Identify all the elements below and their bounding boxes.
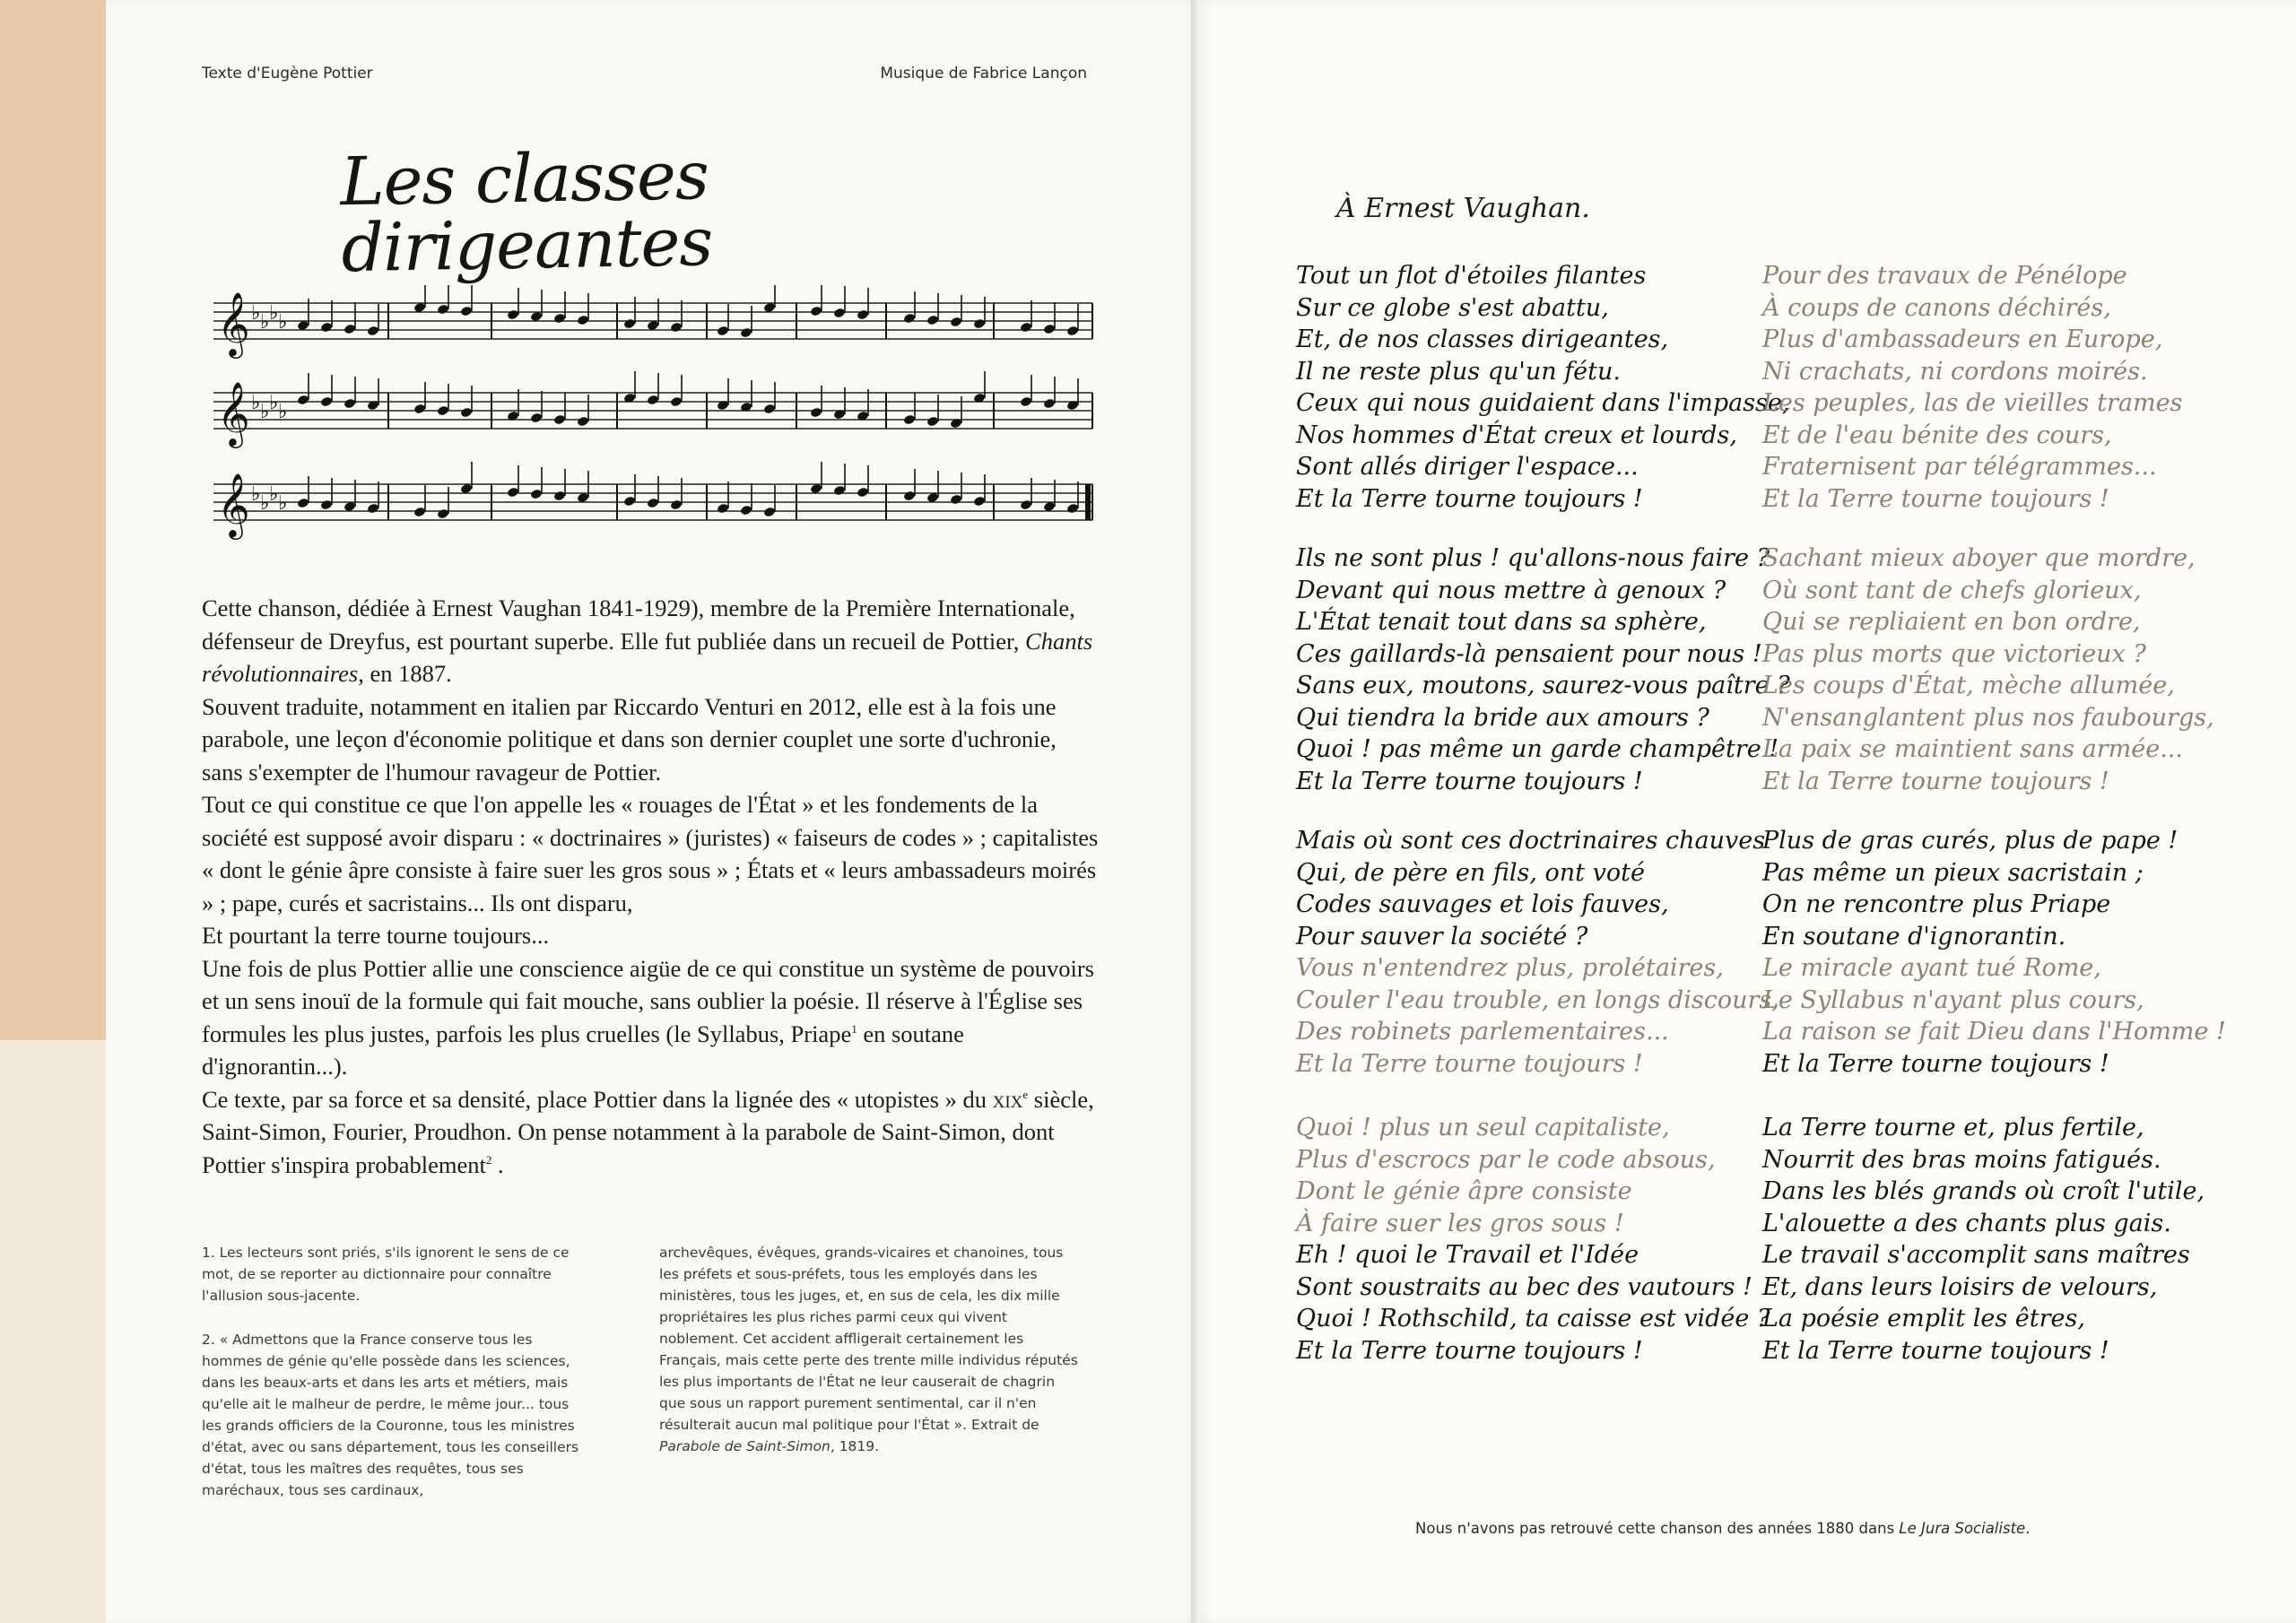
note-head xyxy=(507,309,519,321)
bottom-note-end: . xyxy=(2025,1520,2031,1537)
poem-line: Quoi ! pas même un garde champêtre ! xyxy=(1296,735,1779,763)
note-head xyxy=(577,315,589,326)
footnote-ref-2[interactable]: 2 xyxy=(485,1152,492,1167)
intro-text-run: Une fois de plus Pottier allie une conscience aigüe de ce qui constitue un système de pouvoirs et un sens inouï de la formule qui fait mouche, sans oublier la poésie. Il réserve à l'Église ses formules les plus justes, parfois les plus cruelles (le Syllabus, Priape xyxy=(202,954,1094,1047)
note-head xyxy=(623,496,636,508)
poem-line: Plus de gras curés, plus de pape ! xyxy=(1762,827,2179,855)
intro-text xyxy=(202,592,1103,1181)
poem-line: Nourrit des bras moins fatigués. xyxy=(1762,1145,2161,1174)
note-head xyxy=(926,416,939,428)
note-head xyxy=(717,503,729,515)
flat-sign-icon: ♭ xyxy=(269,302,279,325)
note-head xyxy=(320,499,333,511)
note-head xyxy=(903,414,916,426)
poem-line: Ni crachats, ni cordons moirés. xyxy=(1762,357,2148,386)
poem-line: Sachant mieux aboyer que mordre, xyxy=(1762,544,2196,572)
dedication: À Ernest Vaughan. xyxy=(1336,193,1590,224)
footnotes-column-1 xyxy=(202,1242,587,1523)
poem-line: Quoi ! plus un seul capitaliste, xyxy=(1296,1114,1670,1141)
book-title: Chants révolutionnaires xyxy=(202,627,1093,687)
intro-paragraph: Souvent traduite, notamment en italien par Riccardo Venturi en 2012, elle est à la fois une parabole, une leçon d'économie politique et dans son dernier couplet une sorte d'uchronie, sans s'exempter de l'humour ravageur de Pottier. xyxy=(202,692,1057,785)
intro-text-run: . xyxy=(491,1150,504,1178)
note-head xyxy=(553,313,566,325)
century-suffix: e xyxy=(1022,1087,1029,1101)
note-head xyxy=(460,407,473,419)
intro-paragraph xyxy=(202,592,1103,690)
book-edge xyxy=(0,0,108,1623)
intro-paragraph xyxy=(202,1083,1103,1182)
poem-line: Le Syllabus n'ayant plus cours, xyxy=(1762,985,2144,1014)
poem-line: Et la Terre tourne toujours ! xyxy=(1762,1049,2109,1078)
century-numeral: xix xyxy=(992,1085,1023,1113)
footnote-2-start: 2. « Admettons que la France conserve tous les hommes de génie qu'elle possède dans les sciences, dans les beaux-arts et dans les arts et métiers, mais qu'elle ait le malheur de perdre, le même jour... tous les grands officiers de la Couronne, tous les ministres d'état, avec ou sans département, tous les conseillers d'état, tous les maîtres des requêtes, tous ses maréchaux, tous ses cardinaux, xyxy=(202,1332,579,1498)
intro-text-run: , en 1887. xyxy=(358,660,452,687)
intro-paragraph xyxy=(202,952,1103,1083)
flat-sign-icon: ♭ xyxy=(260,401,270,423)
note-head xyxy=(810,407,822,419)
flat-sign-icon: ♭ xyxy=(278,401,288,423)
poem-line: Plus d'ambassadeurs en Europe, xyxy=(1762,325,2163,353)
poem-line: Nos hommes d'État creux et lourds, xyxy=(1296,421,1737,449)
treble-clef-icon: 𝄞 xyxy=(217,472,250,537)
note-head xyxy=(460,306,473,317)
note-head xyxy=(670,322,683,334)
flat-sign-icon: ♭ xyxy=(278,311,288,334)
intro-text-run: Ce texte, par sa force et sa densité, place Pottier dans la lignée des « utopistes » du xyxy=(202,1085,993,1113)
poem-line: Pas plus morts que victorieux ? xyxy=(1762,639,2146,668)
poem-line: Et la Terre tourne toujours ! xyxy=(1296,1336,1643,1365)
poem-line: Et la Terre tourne toujours ! xyxy=(1762,484,2109,513)
poem-line: Et la Terre tourne toujours ! xyxy=(1762,767,2109,795)
music-credit: Musique de Fabrice Lançon xyxy=(880,65,1087,82)
flat-sign-icon: ♭ xyxy=(251,302,261,325)
poem-line: Fraternisent par télégrammes... xyxy=(1762,453,2157,481)
page-gutter xyxy=(1191,0,1200,1623)
poem-line: Et la Terre tourne toujours ! xyxy=(1296,767,1643,795)
poem-line: Pour des travaux de Pénélope xyxy=(1762,262,2127,290)
note-head xyxy=(1066,503,1079,515)
poem-line: Vous n'entendrez plus, prolétaires, xyxy=(1296,954,1724,982)
note-head xyxy=(553,490,566,502)
poem-line: Pas même un pieux sacristain ; xyxy=(1762,858,2144,887)
book-edge-fold xyxy=(0,1040,108,1623)
note-head xyxy=(1020,322,1032,334)
poem-line: Sont allés diriger l'espace... xyxy=(1296,453,1639,481)
text-credit: Texte d'Eugène Pottier xyxy=(202,65,373,82)
footnotes-column-2 xyxy=(659,1242,1081,1480)
stanza-6 xyxy=(1762,825,2226,1080)
note-head xyxy=(1043,398,1056,410)
flat-sign-icon: ♭ xyxy=(251,483,261,506)
note-head xyxy=(833,308,846,319)
poem-line: Sur ce globe s'est abattu, xyxy=(1296,293,1609,322)
poem-line: En soutane d'ignorantin. xyxy=(1762,922,2066,950)
poem-line: Ceux qui nous guidaient dans l'impasse, xyxy=(1296,389,1790,417)
poem-line: Et, dans leurs loisirs de velours, xyxy=(1762,1272,2158,1301)
poem-line: Couler l'eau trouble, en longs discours, xyxy=(1296,985,1779,1014)
note-head xyxy=(507,487,519,499)
note-head xyxy=(647,498,659,509)
poem-line: Ces gaillards-là pensaient pour nous ! xyxy=(1296,639,1762,668)
poem-line: Et de l'eau bénite des cours, xyxy=(1762,421,2112,449)
note-head xyxy=(553,414,566,426)
poem-line: Tout un flot d'étoiles filantes xyxy=(1296,262,1647,290)
note-head xyxy=(1043,324,1056,335)
flat-sign-icon: ♭ xyxy=(260,492,270,515)
note-head xyxy=(413,507,426,518)
poem-line: Le miracle ayant tué Rome, xyxy=(1762,954,2101,982)
note-head xyxy=(320,396,333,408)
poem-line: Et la Terre tourne toujours ! xyxy=(1296,1049,1643,1078)
poem-line: L'État tenait tout dans sa sphère, xyxy=(1296,608,1707,636)
poem-line: Sont soustraits au bec des vautours ! xyxy=(1296,1272,1752,1301)
footnote-ref-1[interactable]: 1 xyxy=(851,1021,857,1036)
flat-sign-icon: ♭ xyxy=(269,392,279,414)
music-staves xyxy=(204,285,1101,554)
poem-line: Devant qui nous mettre à genoux ? xyxy=(1296,576,1726,604)
note-head xyxy=(1066,325,1079,337)
poem-line: La Terre tourne et, plus fertile, xyxy=(1762,1114,2144,1141)
poem-line: Qui tiendra la bride aux amours ? xyxy=(1296,703,1709,732)
note-head xyxy=(320,322,333,334)
note-head xyxy=(763,404,776,415)
note-head xyxy=(577,416,589,428)
flat-sign-icon: ♭ xyxy=(278,492,288,515)
footnote-text-run: archevêques, évêques, grands-vicaires et chanoines, tous les préfets et sous-préfets, tous les employés dans les ministères, tous les juges, et, en sus de cela, les dix mille propriétaires les plus riches parmi ceux qui vivent noblement. Cet accident affligerait certainement les Français, mais cette perte des trente mille individus réputés les plus importants de l'État ne leur causerait de chagrin que sous un rapport purement sentimental, car il n'en résulterait aucun mal politique pour l'État ». Extrait de xyxy=(659,1245,1078,1433)
poem-line: Les peuples, las de vieilles trames xyxy=(1762,389,2183,417)
note-head xyxy=(670,396,683,408)
note-head xyxy=(344,398,356,410)
note-head xyxy=(763,507,776,518)
flat-sign-icon: ♭ xyxy=(251,392,261,414)
note-head xyxy=(740,505,752,516)
intro-text-run: siècle, Saint-Simon, Fourier, Proudhon. On pense notamment à la parabole de Saint-Simon, dont Pottier s'inspira probablement xyxy=(202,1085,1094,1178)
intro-text-run: Cette chanson, dédiée à Ernest Vaughan 1841-1929), membre de la Première Internationale, défenseur de Dreyfus, est pourtant superbe. Elle fut publiée dans un recueil de Pottier, xyxy=(202,595,1075,655)
poem-line: Codes sauvages et lois fauves, xyxy=(1296,890,1669,918)
footnote-1: 1. Les lecteurs sont priés, s'ils ignorent le sens de ce mot, de se reporter au dictionnaire pour connaître l'allusion sous-jacente. xyxy=(202,1245,570,1304)
poem-line: Sans eux, moutons, saurez-vous paître ? xyxy=(1296,672,1790,699)
stanza-1 xyxy=(1296,260,1789,515)
poem-line: Pour sauver la société ? xyxy=(1296,922,1588,950)
poem-line: On ne rencontre plus Priape xyxy=(1762,890,2111,918)
poem-line: Eh ! quoi le Travail et l'Idée xyxy=(1296,1241,1639,1269)
poem-line: À coups de canons déchirés, xyxy=(1762,293,2111,322)
poem-line: Et la Terre tourne toujours ! xyxy=(1762,1336,2109,1365)
note-head xyxy=(367,325,379,337)
final-bar-line xyxy=(1085,484,1091,520)
note-head xyxy=(740,327,752,339)
note-head xyxy=(810,306,822,317)
poem-line: Quoi ! Rothschild, ta caisse est vidée ? xyxy=(1296,1305,1770,1332)
intro-text-run: en soutane d'ignorantin...). xyxy=(202,1020,964,1080)
note-head xyxy=(437,405,449,417)
note-head xyxy=(647,395,659,406)
note-head xyxy=(530,489,543,500)
note-head xyxy=(530,412,543,424)
note-head xyxy=(903,490,916,502)
music-score xyxy=(204,285,1101,554)
poem-line: Dans les blés grands où croît l'utile, xyxy=(1762,1177,2205,1205)
song-title: Les classes dirigeantes xyxy=(339,137,713,288)
stanza-7 xyxy=(1296,1112,1770,1367)
intro-paragraph: Tout ce qui constitue ce que l'on appelle les « rouages de l'État » et les fondements de la société est supposé avoir disparu : « doctrinaires » (juristes) « faiseurs de codes » ; capitalistes « dont le génie âpre consiste à faire suer les gros sous » ; États et « leurs ambassadeurs moirés » ; pape, curés et sacristains... Ils ont disparu, xyxy=(202,791,1099,916)
poem-line: À faire suer les gros sous ! xyxy=(1296,1209,1624,1237)
note-head xyxy=(857,309,869,321)
note-head xyxy=(670,499,683,511)
note-head xyxy=(297,395,309,406)
poem-line: Les coups d'État, mèche allumée, xyxy=(1762,672,2175,699)
poem-line: Dont le génie âpre consiste xyxy=(1296,1177,1632,1205)
poem-line: Il ne reste plus qu'un fétu. xyxy=(1296,357,1621,386)
note-head xyxy=(413,404,426,415)
note-head xyxy=(437,304,449,316)
note-head xyxy=(973,496,986,508)
bottom-note-text: Nous n'avons pas retrouvé cette chanson des années 1880 dans xyxy=(1415,1520,1900,1537)
note-head xyxy=(973,318,986,330)
footnote-source: Parabole de Saint-Simon xyxy=(659,1438,831,1454)
poem-line: La raison se fait Dieu dans l'Homme ! xyxy=(1762,1018,2226,1046)
bottom-note xyxy=(1415,1520,2030,1537)
right-page xyxy=(1196,0,2296,1623)
footnote-2-end xyxy=(659,1242,1081,1457)
note-head xyxy=(437,508,449,520)
poem-line: Où sont tant de chefs glorieux, xyxy=(1762,576,2142,604)
poem-line: Ils ne sont plus ! qu'allons-nous faire ? xyxy=(1296,544,1770,572)
poem-line: Et la Terre tourne toujours ! xyxy=(1296,484,1643,513)
note-head xyxy=(367,503,379,515)
flat-sign-icon: ♭ xyxy=(260,311,270,334)
note-head xyxy=(926,315,939,326)
note-head xyxy=(623,318,636,330)
note-head xyxy=(717,325,729,337)
poem-line: Qui, de père en fils, ont voté xyxy=(1296,858,1645,887)
note-head xyxy=(950,317,962,328)
stanza-4 xyxy=(1762,542,2214,797)
poem-line: N'ensanglantent plus nos faubourgs, xyxy=(1762,703,2214,732)
stanza-2 xyxy=(1762,260,2182,515)
note-head xyxy=(950,494,962,506)
note-head xyxy=(833,485,846,497)
intro-paragraph: Et pourtant la terre tourne toujours... xyxy=(202,922,550,949)
poem-line: Le travail s'accomplit sans maîtres xyxy=(1762,1241,2190,1269)
poem-line: Et, de nos classes dirigeantes, xyxy=(1296,325,1669,353)
poem-line: Qui se repliaient en bon ordre, xyxy=(1762,608,2141,636)
poem-line: Mais où sont ces doctrinaires chauves xyxy=(1296,827,1766,855)
note-head xyxy=(1020,499,1032,511)
poem-line: La paix se maintient sans armée... xyxy=(1762,735,2183,763)
stanza-8 xyxy=(1762,1112,2205,1367)
note-head xyxy=(903,313,916,325)
bottom-note-source: Le Jura Socialiste xyxy=(1899,1520,2026,1537)
poem-line: La poésie emplit les êtres, xyxy=(1762,1305,2085,1332)
stanza-5 xyxy=(1296,825,1779,1080)
poem-line: Plus d'escrocs par le code absous, xyxy=(1296,1145,1716,1174)
poem-line: L'alouette a des chants plus gais. xyxy=(1762,1209,2171,1237)
stanza-3 xyxy=(1296,542,1790,797)
footnote-text-run: , 1819. xyxy=(830,1438,880,1454)
note-head xyxy=(297,498,309,509)
treble-clef-icon: 𝄞 xyxy=(217,380,250,446)
flat-sign-icon: ♭ xyxy=(269,483,279,506)
note-head xyxy=(857,487,869,499)
note-head xyxy=(1020,396,1032,408)
treble-clef-icon: 𝄞 xyxy=(217,291,250,356)
note-head xyxy=(344,324,356,335)
poem-line: Des robinets parlementaires... xyxy=(1296,1018,1669,1046)
